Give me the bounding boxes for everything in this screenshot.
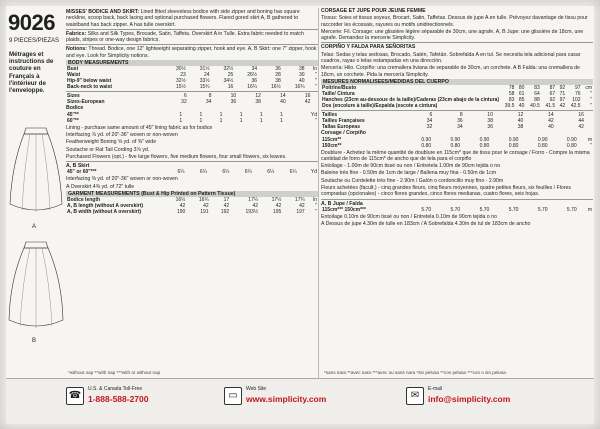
view-b-label: B <box>32 338 37 344</box>
row-value: 34 <box>251 66 257 73</box>
row-value: 8 <box>459 112 463 119</box>
row-value: 92 <box>559 85 566 92</box>
overskirt-note: A Overskirt 4⅜ yd. of 72" tulle <box>66 183 135 190</box>
skirt-label: A, B Skirt <box>66 163 90 170</box>
row-value: 16 <box>227 84 234 91</box>
row-value: 31½ <box>199 66 210 73</box>
row-value: 16 <box>578 112 584 119</box>
row-value: " <box>590 91 592 98</box>
row-value: 38 <box>298 66 305 73</box>
notions-section <box>66 46 318 59</box>
row-value: 1 <box>199 111 203 118</box>
row-label: A, B length (without A overskirt) <box>67 203 144 210</box>
row-label: Back-neck to waist <box>67 84 113 91</box>
row-value: 71 <box>559 91 566 98</box>
row-label: Waist <box>67 72 81 79</box>
fabrics-label: Fabrics: <box>66 30 87 37</box>
contact-footer <box>6 378 594 424</box>
measurement-row <box>66 209 318 215</box>
web-site-label: Web Site <box>246 386 267 392</box>
metric-sizes-table <box>321 112 593 130</box>
row-value: 6 <box>429 112 433 119</box>
row-value: 24 <box>203 72 210 79</box>
row-value: 1 <box>259 117 263 124</box>
row-value: 0.90 <box>508 136 519 143</box>
row-value: 15¾ <box>199 84 210 91</box>
row-label: Hanches (23cm au-dessous de la taille)/Caderas (23cm abajo de la cintura) <box>322 97 500 104</box>
row-value: m <box>587 206 592 213</box>
row-value: 64 <box>534 91 540 98</box>
row-value: 6¼ <box>289 169 297 176</box>
pieces-count: 9 PIECES/PIEZAS <box>9 38 60 44</box>
row-value: 40 <box>298 78 305 85</box>
size-eu-value: 32 <box>181 99 187 106</box>
row-value: 190 <box>176 209 186 216</box>
row-value: 6¼ <box>199 169 207 176</box>
row-value: 83 <box>508 97 515 104</box>
row-value: 42 <box>578 124 584 131</box>
row-value: Yd <box>310 111 317 118</box>
row-value: 97 <box>559 97 566 104</box>
row-value: 36 <box>251 78 257 85</box>
row-value: 85 <box>518 97 525 104</box>
row-value: 16½ <box>175 197 186 204</box>
row-value: 40 <box>518 103 525 110</box>
row-value: 42 <box>252 203 259 210</box>
row-value: 25 <box>227 72 234 79</box>
english-title: MISSES' BODICE AND SKIRT: <box>66 9 140 15</box>
skirt-b-line-drawing <box>8 238 64 338</box>
email-label: E-mail <box>428 386 443 392</box>
row-value: In <box>312 66 317 73</box>
row-value: 34 <box>426 118 433 125</box>
row-value: m <box>587 136 592 143</box>
row-value: " <box>315 84 317 91</box>
metric-measurements-header: MESURES NORMALISEES/MEDIDAS DEL CUERPO <box>321 79 593 85</box>
row-value: 0.90 <box>421 136 432 143</box>
row-value: 36 <box>487 124 493 131</box>
notions-label: Notions: <box>66 46 88 53</box>
skirt-a-line-drawing <box>8 124 64 224</box>
row-value: 44 <box>578 118 584 125</box>
row-value: 36 <box>275 66 281 73</box>
row-value: 92 <box>549 97 556 104</box>
row-value: 195 <box>273 209 282 216</box>
size-value: 14 <box>280 93 286 100</box>
row-value: 42 <box>559 103 566 110</box>
row-label: Poitrine/Busto <box>322 85 357 92</box>
baleine-note: Baleine très fine - 0.50m de 1cm de large / Ballena muy fina - 0.50m de 1cm <box>321 170 497 177</box>
row-value: 1 <box>239 111 243 118</box>
row-value: 191 <box>200 209 209 216</box>
row-value: 0.80 <box>537 142 548 149</box>
measurement-row <box>321 207 593 213</box>
sizes-label: Sizes <box>67 93 80 100</box>
row-value: 42 <box>299 203 305 210</box>
row-value: 39.5 <box>504 103 515 110</box>
english-nap-footnote: *without nap **with nap ***with or without nap <box>68 370 161 375</box>
metric-body-table <box>321 85 593 109</box>
row-value: 17 <box>223 197 230 204</box>
row-value: 1 <box>259 111 263 118</box>
size-eu-value: 34 <box>205 99 212 106</box>
row-value: 76 <box>575 91 581 98</box>
measurement-row <box>66 169 318 175</box>
row-value: 16½ <box>271 84 281 91</box>
french-mercerie: Mercerie: Fil. Corsage: une glissière légère séparable de 30cm, une agrafe. A, B Jupe: une glissière de 18cm, une agrafe. Demandez la mercerie Simplicity. <box>321 28 584 42</box>
row-value: 0.90 <box>537 136 548 143</box>
row-value: 0.90 <box>566 136 577 143</box>
row-label: Tailles <box>322 112 338 119</box>
french-instructions-note: Métrages et instructions de couture en Français à l'intérieur de l'enveloppe. <box>9 51 54 95</box>
flowers-note: Purchased Flowers (opt.) - five large flowers, five medium flowers, four small flowers, six leaves. <box>66 153 287 160</box>
bodice-yardage-table <box>66 112 318 124</box>
row-value: 42.5 <box>570 103 581 110</box>
row-value: 1 <box>219 117 223 124</box>
fabrics-section <box>66 31 318 44</box>
row-value: 42 <box>179 203 186 210</box>
row-label: Tailles Françaises <box>322 118 365 125</box>
row-label: Taille/ Cintura <box>322 91 355 98</box>
row-value: 6¼ <box>222 169 230 176</box>
row-value: 38 <box>517 124 524 131</box>
row-value: 32 <box>426 124 433 131</box>
row-value: " <box>590 103 592 110</box>
measurement-row <box>66 84 318 90</box>
sizes-eu-label: Sizes-European <box>67 99 105 106</box>
row-value: 6¼ <box>267 169 275 176</box>
size-value: 10 <box>230 93 237 100</box>
size-eu-value: 42 <box>304 99 311 106</box>
row-value: " <box>315 117 317 124</box>
row-value: " <box>315 209 317 216</box>
row-value: 1 <box>239 117 243 124</box>
english-info-column <box>66 8 318 215</box>
row-value: 40 <box>548 124 554 131</box>
row-label: Tallas Europeas <box>322 124 360 131</box>
row-value: 14 <box>548 112 554 119</box>
row-value: 58 <box>508 91 515 98</box>
row-value: 36 <box>457 118 463 125</box>
row-label: A, B width (without A overskirt) <box>67 209 142 216</box>
row-label: Dos (encolure à taille)/Espalda (escote a cintura) <box>322 103 438 110</box>
row-value: 1 <box>199 117 203 124</box>
row-value: 12 <box>517 112 524 119</box>
row-value: 97 <box>575 85 581 92</box>
row-value: 38 <box>487 118 493 125</box>
row-value: 67 <box>549 91 556 98</box>
body-measurements-table <box>66 66 318 90</box>
row-value: In <box>312 197 317 204</box>
measurement-row <box>321 103 593 109</box>
jupe-table <box>321 207 593 213</box>
row-value: 0.80 <box>508 142 519 149</box>
row-value: 5.70 <box>508 206 519 213</box>
row-value: 40 <box>517 118 524 125</box>
row-value: cm <box>585 85 592 92</box>
row-value: " <box>315 72 317 79</box>
row-value: 38 <box>275 78 281 85</box>
notions-text: Thread. Bodice, one 12" lightweight separating zipper, hook and eye. A, B Skirt: one 7" zipper, hook and eye. Look for Simplicity notions. <box>66 46 317 59</box>
row-value: 23 <box>180 72 186 79</box>
row-value: 61 <box>518 91 525 98</box>
metric-nap-footnote: *sans nara **avec nara ***avec ou sans nara *sin pelusa **con pelusa ***con o sin pelusa <box>324 370 506 375</box>
row-label: Bust <box>67 66 79 73</box>
row-value: 5.70 <box>479 206 490 213</box>
skirt-yardage-table <box>66 169 318 175</box>
size-eu-value: 38 <box>255 99 261 106</box>
toll-free-label: U.S. & Canada Toll-Free <box>88 386 143 392</box>
sizes-table <box>66 93 318 105</box>
row-label: Bodice length <box>67 197 101 204</box>
row-value: 87 <box>549 85 556 92</box>
row-value: 78 <box>508 85 515 92</box>
soutache-metric-note: Soutache ou Cordelette très fine - 2.90m / Galón o cordoncillo muy fino - 2.90m <box>321 177 504 184</box>
row-value: 5.70 <box>421 206 432 213</box>
interfacing-note: Interfacing ⅞ yd. of 20"-36" woven or non-woven <box>66 131 178 138</box>
pattern-number: 9026 <box>8 10 55 35</box>
row-label: Hip-9" below waist <box>67 78 112 85</box>
row-label: 115cm** <box>322 136 342 143</box>
row-value: 30 <box>298 72 305 79</box>
row-value: 6¼ <box>244 169 252 176</box>
row-value: 32½ <box>176 78 186 85</box>
row-value: 5.70 <box>537 206 548 213</box>
row-value: 80 <box>518 85 525 92</box>
doublure-note: Doublure - Achetez la même quantité de doublure en 115cm* que de tissu pour le corsage / Forro - Compre la misma cantidad de forro de 115cm* de ancho que de tela para el corpiño <box>321 149 590 162</box>
row-value: 1 <box>279 111 283 118</box>
row-value: 83 <box>534 85 540 92</box>
row-value: 34½ <box>223 78 234 85</box>
row-value: 0.90 <box>479 136 490 143</box>
row-value: 17¾ <box>294 197 305 204</box>
row-value: 1 <box>219 111 223 118</box>
corsage-table <box>321 137 593 149</box>
row-value: 192 <box>220 209 230 216</box>
row-value: 6¼ <box>177 169 185 176</box>
row-value: 16¼ <box>247 84 257 91</box>
row-value: 42 <box>223 203 230 210</box>
email-address[interactable]: info@simplicity.com <box>428 394 511 404</box>
size-eu-value: 36 <box>230 99 237 106</box>
size-value: 8 <box>208 93 212 100</box>
row-value: 1 <box>179 117 183 124</box>
row-value: 16¾ <box>198 197 209 204</box>
jupe-label: A, B Jupe / Falda <box>321 200 363 207</box>
skirt-interfacing-note: Interfacing ⅜ yd. of 20"-36" woven or non-woven <box>66 176 178 183</box>
phone-icon: ☎ <box>66 387 84 405</box>
row-value: 42 <box>275 203 282 210</box>
row-value: " <box>590 97 592 104</box>
body-measurements-header: BODY MEASUREMENTS <box>66 60 318 66</box>
lining-note: Lining - purchase same amount of 45" lining fabric as for bodice <box>66 124 213 131</box>
french-tissus: Tissus: Soies et tissus soyeux, Brocart, Satin, Taffetas. Dessus de jupe A en tulle. Prévoyez davantage de tissu pour raccorder les écossais, rayures ou motifs unidirectionnels. <box>321 15 588 28</box>
french-header: CORSAGE ET JUPE POUR JEUNE FEMME <box>321 8 426 14</box>
phone-number: 1-888-588-2700 <box>88 394 149 404</box>
computer-icon: ▭ <box>224 387 242 405</box>
row-value: " <box>590 142 592 149</box>
row-value: 193½ <box>245 209 259 216</box>
size-eu-value: 40 <box>280 99 286 106</box>
row-value: 33½ <box>199 78 210 85</box>
size-value: 6 <box>183 93 187 100</box>
web-site-url[interactable]: www.simplicity.com <box>246 394 327 404</box>
row-value: 0.80 <box>479 142 490 149</box>
row-value: 30½ <box>176 66 186 73</box>
row-label: 45" or 60"*** <box>67 169 97 176</box>
row-value: 32½ <box>223 66 234 73</box>
row-value: 28 <box>275 72 281 79</box>
description-text: Lined fitted sleeveless bodice with side zipper and boning has square neckline, scoop back, back lacing and optional purchased flowers. Flared gored skirt A, B gathered to waistband has back zipper. A has tulle overskirt. <box>66 9 300 28</box>
row-value: 197 <box>296 209 305 216</box>
row-value: 15½ <box>176 84 186 91</box>
row-value: 17½ <box>271 197 282 204</box>
garment-measurements-table <box>66 197 318 215</box>
row-value: 5.70 <box>450 206 461 213</box>
envelope-content <box>6 6 594 423</box>
envelope-icon: ✉ <box>406 387 424 405</box>
row-value: 26½ <box>247 72 257 79</box>
row-value: 42 <box>203 203 209 210</box>
entoilage-note: Entoilage - 1.00m de 90cm tissé ou non / Entretela 1.00m de 90cm tejida o no <box>321 163 501 170</box>
row-label: 115cm*** 150cm*** <box>322 206 366 213</box>
left-column <box>6 6 64 376</box>
view-a-label: A <box>32 224 37 230</box>
row-value: 5.70 <box>566 206 577 213</box>
row-value: " <box>315 203 317 210</box>
spanish-header: CORPIÑO Y FALDA PARA SEÑORITAS <box>321 44 416 51</box>
row-value: 0.80 <box>450 142 461 149</box>
size-value: 16 <box>304 93 311 100</box>
bodice-label: Bodice <box>66 105 84 112</box>
row-label: 45"** <box>67 111 79 118</box>
row-value: 1 <box>279 117 283 124</box>
garment-measurements-header: GARMENT MEASUREMENTS (Bust & Hip Printed on Pattern Tissue) <box>66 191 318 197</box>
row-value: 102 <box>572 97 581 104</box>
boning-note: Featherweight Boning ⅝ yd. of ⅜" wide <box>66 139 157 146</box>
jupe-entoilage-note: Entoilage 0.10m de 90cm tissé ou non / Entretela 0.10m de 90cm tejida o no <box>321 213 497 220</box>
spanish-telas: Telas: Sedas y telas sedosas, Brocado, Satén, Tafetán. Sobrefalda A en tul. Se necesita tela adicional para casar cuadros, rayas o telas estampadas en una dirección. <box>321 51 581 65</box>
row-value: 17¼ <box>248 197 259 204</box>
dessus-note: A Dessus de jupe 4.30m de tulle en 183cm / A Sobrefalda 4.30m de tul de 183cm de ancho <box>321 221 531 228</box>
corsage-label: Corsage / Corpiño <box>321 130 366 137</box>
row-label: 60"** <box>67 117 79 124</box>
row-value: 16¾ <box>294 84 305 91</box>
row-value: 1 <box>179 111 183 118</box>
soutache-note: Soutache or Rat Tail Cording 3⅞ yd. <box>66 146 150 153</box>
row-value: 42 <box>548 118 554 125</box>
row-value: " <box>315 78 317 85</box>
row-value: Yd <box>310 169 317 176</box>
measurement-row <box>66 118 318 124</box>
row-value: 88 <box>534 97 540 104</box>
english-description <box>66 9 318 28</box>
row-label: 150cm** <box>322 142 342 149</box>
size-value: 12 <box>255 93 261 100</box>
fleurs-note: Fleurs achetées (facult.) - cinq grandes fleurs, cinq fleurs moyennes, quatre petites fleurs, six feuilles / Flores compradas (opcionales) - cinco flores grandes, cinco flores medianas, cuatro flores, seis hojas. <box>321 185 571 198</box>
french-spanish-column <box>321 8 593 229</box>
row-value: 0.80 <box>566 142 577 149</box>
row-value: 40.5 <box>530 103 540 110</box>
row-value: 0.80 <box>421 142 432 149</box>
row-value: 10 <box>487 112 493 119</box>
spanish-merceria: Mercería: Hilo. Corpiño: una cremallera liviana de separable de 30cm, un corchete. A B Falda: una cremallera de 18cm, un corchete. Pida la mercería Simplicity. <box>321 65 580 78</box>
fabrics-text: Silks and Silk Types, Brocade, Satin, Taffeta. Overskirt A in Tulle. Extra fabric needed to match plaids, stripes or one-way design fabrics. <box>66 30 304 44</box>
row-value: 34 <box>457 124 463 131</box>
measurement-row <box>321 143 593 149</box>
row-value: 0.90 <box>450 136 461 143</box>
row-value: 41.5 <box>545 103 556 110</box>
